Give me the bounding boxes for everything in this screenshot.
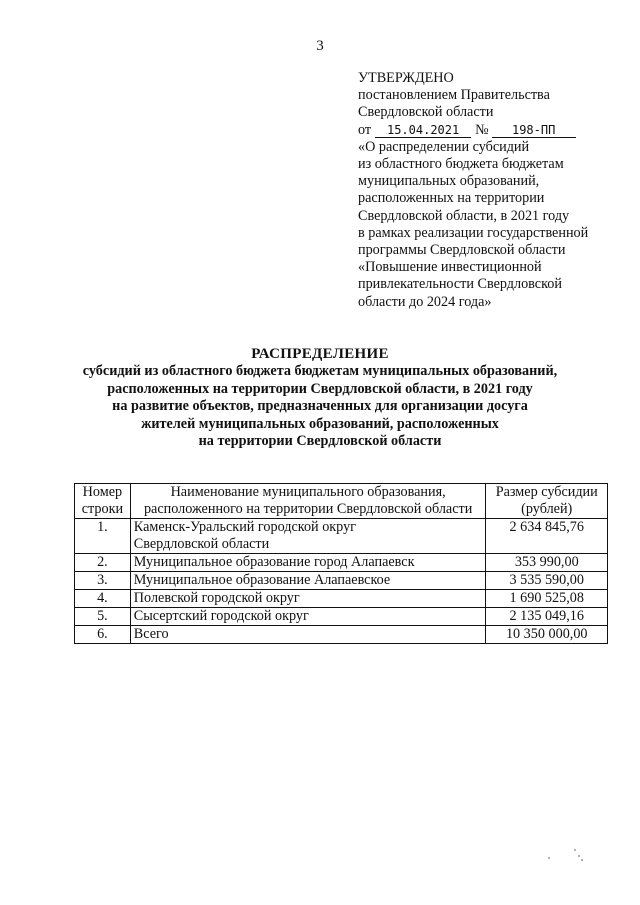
approval-subject-line: привлекательности Свердловской	[358, 276, 562, 293]
header-subsidy-amount	[486, 484, 608, 519]
table-row	[75, 572, 608, 590]
municipality-name: Муниципальное образование Алапаевское	[130, 572, 486, 590]
header-text: Номер	[82, 484, 123, 500]
row-number: 1.	[75, 519, 131, 554]
table-header-row	[75, 484, 608, 519]
table-row	[75, 519, 608, 554]
subsidy-amount: 2 634 845,76	[486, 519, 608, 554]
header-text: расположенного на территории Свердловской области	[143, 501, 473, 517]
approval-subject-line: области до 2024 года»	[358, 293, 492, 310]
approval-heading: УТВЕРЖДЕНО	[358, 70, 454, 86]
header-municipality	[130, 484, 486, 519]
approval-number: 198-ПП	[492, 123, 576, 138]
date-prefix: от	[358, 121, 372, 138]
title-heading: РАСПРЕДЕЛЕНИЕ	[251, 346, 389, 362]
row-number: 3.	[75, 572, 131, 590]
approval-subject-line: в рамках реализации государственной	[358, 224, 589, 241]
approval-subject-line: программы Свердловской области	[358, 242, 566, 259]
title-line: жителей муниципальных образований, расположенных	[141, 415, 499, 432]
municipality-name	[130, 519, 486, 554]
subsidy-amount: 10 350 000,00	[486, 626, 608, 644]
title-line: на развитие объектов, предназначенных для организации досуга	[112, 398, 528, 415]
scan-marks	[548, 845, 588, 865]
name-text: Свердловской области	[133, 536, 270, 552]
row-number: 6.	[75, 626, 131, 644]
header-row-number	[75, 484, 131, 519]
approval-date: 15.04.2021	[375, 123, 471, 138]
subsidy-amount: 2 135 049,16	[486, 608, 608, 626]
municipality-name: Муниципальное образование город Алапаевск	[130, 554, 486, 572]
document-title	[0, 346, 640, 450]
municipality-name: Полевской городской округ	[130, 590, 486, 608]
header-text: (рублей)	[521, 501, 573, 517]
approval-line: постановлением Правительства	[358, 87, 550, 104]
approval-line: Свердловской области	[358, 104, 494, 121]
approval-subject-line: «Повышение инвестиционной	[358, 259, 542, 276]
approval-subject-line: из областного бюджета бюджетам	[358, 156, 564, 173]
subsidy-table	[74, 483, 608, 644]
subsidy-amount: 1 690 525,08	[486, 590, 608, 608]
title-line: расположенных на территории Свердловской области, в 2021 году	[107, 380, 533, 397]
table-row	[75, 554, 608, 572]
title-line: субсидий из областного бюджета бюджетам муниципальных образований,	[82, 363, 558, 380]
approval-subject-line: «О распределении субсидий	[358, 138, 530, 155]
approval-stamp	[358, 70, 620, 311]
header-text: Размер субсидии	[495, 484, 598, 500]
approval-subject-line: муниципальных образований,	[358, 173, 540, 190]
approval-date-line	[358, 122, 620, 139]
page-number: 3	[316, 38, 324, 54]
row-number: 5.	[75, 608, 131, 626]
approval-subject-line: расположенных на территории	[358, 190, 545, 207]
subsidy-amount: 3 535 590,00	[486, 572, 608, 590]
header-text: Наименование муниципального образования,	[170, 484, 446, 500]
header-text: строки	[81, 501, 124, 517]
row-number: 4.	[75, 590, 131, 608]
row-number: 2.	[75, 554, 131, 572]
municipality-name: Всего	[130, 626, 486, 644]
table-row	[75, 590, 608, 608]
name-text: Каменск-Уральский городской округ	[133, 519, 357, 535]
municipality-name: Сысертский городской округ	[130, 608, 486, 626]
number-sign: №	[475, 121, 489, 138]
subsidy-amount: 353 990,00	[486, 554, 608, 572]
approval-subject-line: Свердловской области, в 2021 году	[358, 207, 570, 224]
table-row-total	[75, 626, 608, 644]
title-line: на территории Свердловской области	[198, 433, 442, 450]
table-row	[75, 608, 608, 626]
